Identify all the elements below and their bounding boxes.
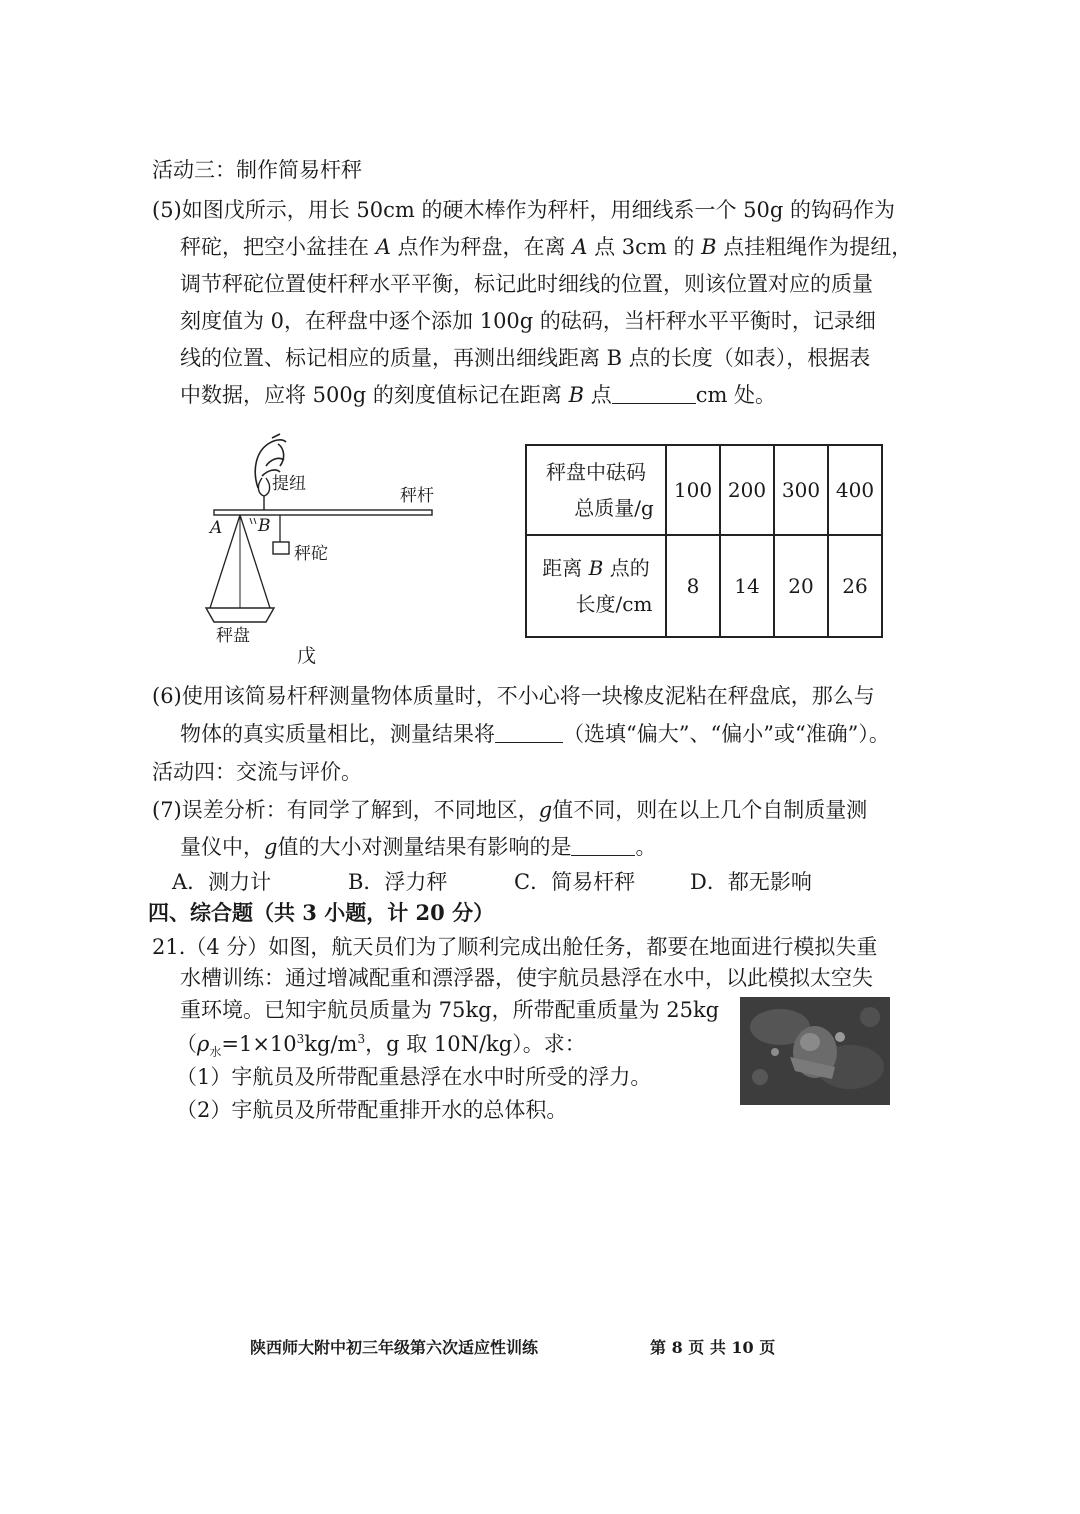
rho-subscript: 水 [209, 1045, 222, 1060]
point-b-ref-2: B [568, 383, 584, 407]
table-cell: 300 [774, 445, 828, 535]
q7-line1-text-c: 值不同，则在以上几个自制质量测 [552, 798, 868, 822]
label-a: A [210, 518, 223, 538]
q7-line2 [180, 833, 656, 861]
q5-line6 [180, 381, 776, 409]
exp-3b: 3 [357, 1032, 366, 1046]
figure-caption: 戊 [297, 645, 317, 667]
q21-line4-text-h: ，g 取 10N/kg）。求： [365, 1032, 586, 1056]
q6-line1: (6)使用该简易杆秤测量物体质量时，不小心将一块橡皮泥粘在秤盘底，那么与 [152, 684, 875, 708]
q5-line2-text-e: 点 3cm 的 [594, 235, 695, 259]
exp-3: 3 [296, 1032, 305, 1046]
q5-answer-blank[interactable] [612, 383, 696, 404]
g-symbol: g [538, 798, 553, 822]
lever-bar [214, 510, 432, 515]
g-symbol-2: g [264, 835, 278, 859]
label-chengpan: 秤盘 [216, 626, 250, 646]
q21-sub2: （2）宇航员及所带配重排开水的总体积。 [176, 1098, 568, 1122]
table-row [526, 445, 882, 535]
q5-line2-text-g: 点挂粗绳作为提纽， [723, 235, 913, 259]
table-cell: 14 [720, 535, 774, 637]
q7-line2-text-c: 值的大小对测量结果有影响的是 [277, 835, 572, 859]
q21-line4 [176, 1030, 586, 1058]
pan-icon [206, 608, 274, 622]
header-mass-a: 秤盘中砝码 [546, 460, 646, 484]
q5-line2-text-c: 点作为秤盘，在离 [397, 235, 566, 259]
table-row [526, 535, 882, 637]
header-distance-b: B [588, 556, 604, 580]
point-b-ref: B [701, 235, 717, 259]
q5-line2 [180, 233, 912, 261]
counterweight-icon [273, 542, 289, 554]
table-header-distance [526, 535, 666, 637]
label-tiniu: 提纽 [272, 474, 306, 494]
table-cell: 400 [828, 445, 882, 535]
q21-line1: 21.（4 分）如图，航天员们为了顺利完成出舱任务，都要在地面进行模拟失重 [152, 935, 878, 959]
header-mass-b: 总质量/g [574, 496, 654, 520]
table-cell: 200 [720, 445, 774, 535]
table-cell: 8 [666, 535, 720, 637]
option-a[interactable]: A．测力计 [172, 870, 272, 894]
q6-line2 [180, 720, 890, 748]
activity3-title: 活动三：制作简易杆秤 [152, 158, 362, 182]
q21-line4-text-a: （ [176, 1032, 197, 1056]
rho-symbol: ρ [197, 1032, 210, 1056]
header-distance-a: 距离 [542, 556, 583, 580]
q5-line5: 线的位置、标记相应的质量，再测出细线距离 B 点的长度（如表），根据表 [180, 346, 871, 370]
q21-line2: 水槽训练：通过增减配重和漂浮器，使宇航员悬浮在水中，以此模拟太空失 [180, 966, 873, 990]
table-cell: 100 [666, 445, 720, 535]
table-cell: 26 [828, 535, 882, 637]
q7-line1 [152, 796, 867, 824]
option-b[interactable]: B．浮力秤 [348, 870, 448, 894]
label-chengtuo: 秤砣 [294, 544, 328, 564]
table-header-mass [526, 445, 666, 535]
header-distance-d: 长度/cm [575, 592, 653, 616]
q21-sub1: （1）宇航员及所带配重悬浮在水中时所受的浮力。 [176, 1065, 652, 1089]
header-distance-c: 点的 [609, 556, 650, 580]
q7-line2-text-a: 量仪中， [180, 835, 264, 859]
q5-line6-text-d: cm 处。 [695, 383, 777, 407]
q5-line3: 调节秤砣位置使杆秤水平平衡，标记此时细线的位置，则该位置对应的质量 [180, 272, 873, 296]
data-table [525, 444, 883, 638]
astronaut-photo [740, 997, 890, 1105]
steelyard-figure [200, 430, 450, 670]
q7-line1-text-a: (7)误差分析：有同学了解到，不同地区， [152, 798, 539, 822]
activity4-title: 活动四：交流与评价。 [152, 760, 362, 784]
q5-line1: (5)如图戊所示，用长 50cm 的硬木棒作为秤杆，用细线系一个 50g 的钩码作为 [152, 198, 896, 222]
q21-line4-text-d: =1×10 [221, 1032, 297, 1056]
q7-line2-text-d: 。 [635, 835, 657, 859]
label-chenggan: 秤杆 [400, 486, 434, 506]
rope-loop-icon [258, 478, 269, 496]
q5-line6-text-c: 点 [590, 383, 612, 407]
q6-line2-text-a: 物体的真实质量相比，测量结果将 [180, 722, 495, 746]
option-c[interactable]: C．简易杆秤 [514, 870, 636, 894]
q7-answer-blank[interactable] [571, 835, 635, 856]
section4-title: 四、综合题（共 3 小题，计 20 分） [148, 900, 495, 925]
label-b: B [258, 516, 271, 536]
q7-options [172, 868, 812, 896]
table-cell: 20 [774, 535, 828, 637]
underwater-training-image [740, 997, 890, 1105]
q6-answer-blank[interactable] [495, 722, 563, 743]
q5-line6-text-a: 中数据，应将 500g 的刻度值标记在距离 [180, 383, 562, 407]
q21-line3: 重环境。已知宇航员质量为 75kg，所带配重质量为 25kg [180, 998, 720, 1022]
q6-line2-text-b: （选填“偏大”、“偏小”或“准确”）。 [563, 722, 890, 746]
point-a-ref-2: A [572, 235, 588, 259]
point-a-ref: A [375, 235, 391, 259]
footer-school: 陕西师大附中初三年级第六次适应性训练 [250, 1338, 539, 1357]
option-d[interactable]: D．都无影响 [690, 870, 812, 894]
footer-page-number: 第 8 页 共 10 页 [650, 1338, 776, 1357]
q5-line4: 刻度值为 0，在秤盘中逐个添加 100g 的砝码，当杆秤水平平衡时，记录细 [180, 309, 876, 333]
q5-line2-text-a: 秤砣，把空小盆挂在 [180, 235, 369, 259]
q21-line4-text-f: kg/m [304, 1032, 358, 1056]
